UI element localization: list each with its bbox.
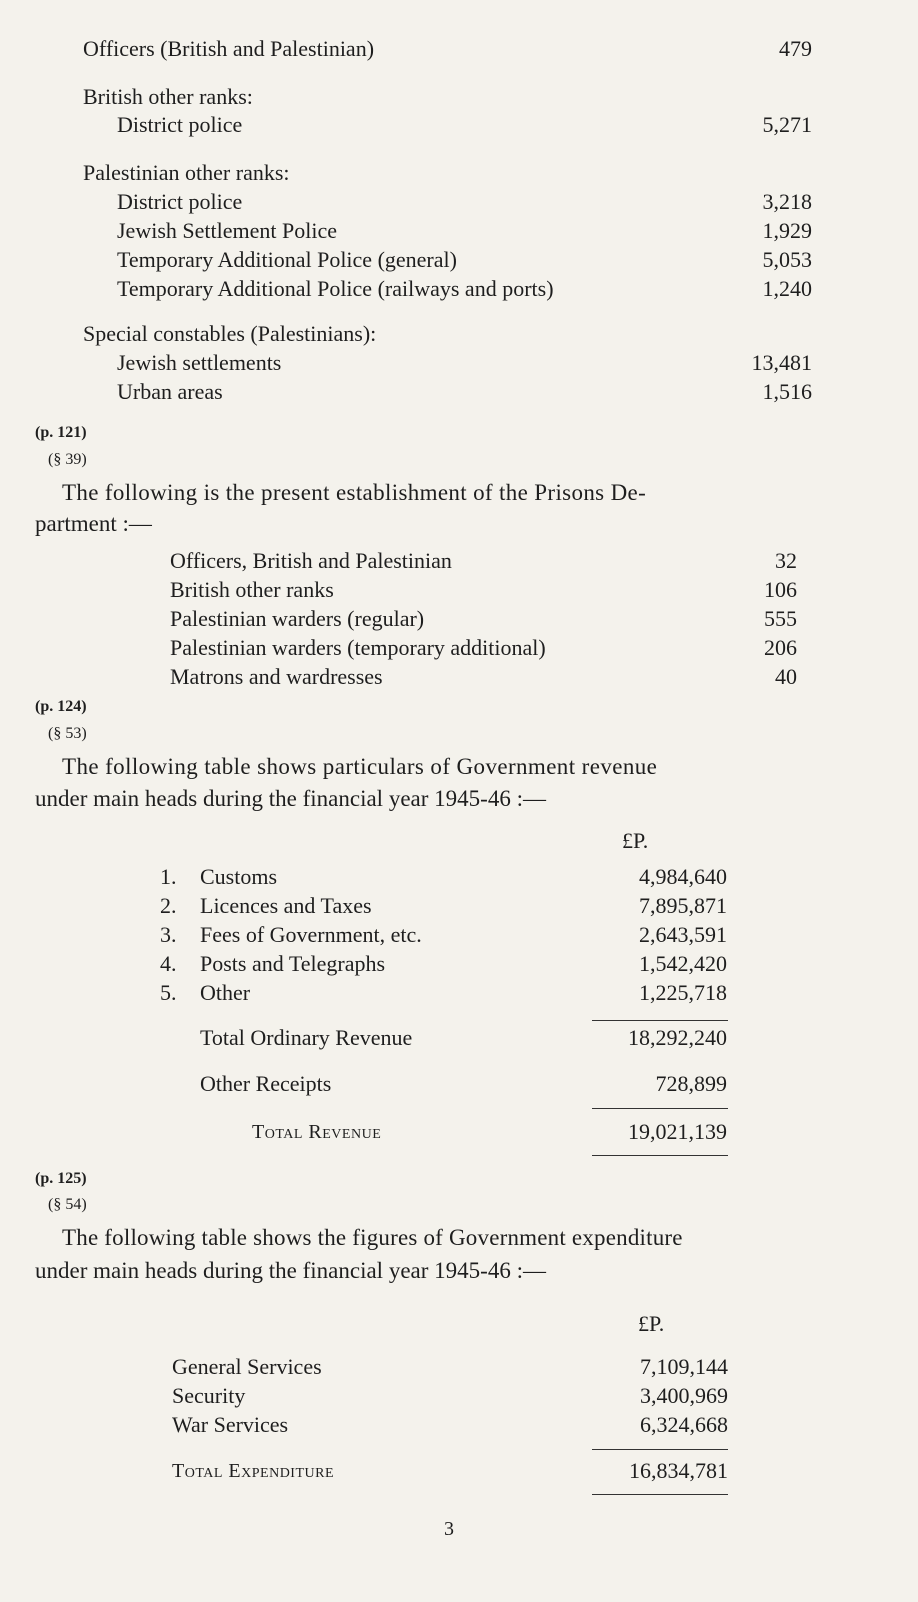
row-label: Fees of Government, etc. xyxy=(200,922,422,947)
other-receipts-value: 728,899 xyxy=(655,1071,727,1096)
row-number: 5. xyxy=(160,980,177,1005)
row-value: 7,109,144 xyxy=(640,1354,728,1379)
currency-header: £P. xyxy=(622,828,649,853)
list-item-value: 40 xyxy=(775,664,797,689)
british-heading: British other ranks: xyxy=(83,84,253,109)
list-item-value: 13,481 xyxy=(751,350,812,375)
page-ref: (p. 121) xyxy=(35,424,87,441)
special-heading: Special constables (Palestinians): xyxy=(83,321,377,346)
page-ref: (p. 124) xyxy=(35,698,87,715)
row-value: 7,895,871 xyxy=(639,893,727,918)
total-expenditure-value: 16,834,781 xyxy=(629,1458,728,1483)
list-item-value: 5,053 xyxy=(762,247,812,272)
list-item-value: 5,271 xyxy=(762,112,812,137)
row-value: 1,225,718 xyxy=(639,980,727,1005)
list-item-label: British other ranks xyxy=(170,577,334,602)
total-rule xyxy=(592,1155,728,1156)
row-number: 1. xyxy=(160,864,177,889)
total-revenue-value: 19,021,139 xyxy=(628,1119,727,1144)
total-expenditure-label: Total Expenditure xyxy=(172,1460,335,1482)
list-item-value: 32 xyxy=(775,548,797,573)
row-number: 2. xyxy=(160,893,177,918)
list-item-label: Palestinian warders (temporary additional) xyxy=(170,635,546,660)
list-item-label: Urban areas xyxy=(117,379,223,404)
list-item-value: 1,240 xyxy=(762,276,812,301)
list-item-label: Temporary Additional Police (general) xyxy=(117,247,457,272)
paragraph-line: The following table shows particulars of Government revenue xyxy=(62,754,658,779)
paragraph-line: under main heads during the financial year 1945-46 :— xyxy=(35,786,546,811)
list-item-label: Matrons and wardresses xyxy=(170,664,383,689)
row-label: Other xyxy=(200,980,251,1005)
palestinian-heading: Palestinian other ranks: xyxy=(83,160,290,185)
officers-value: 479 xyxy=(779,36,812,61)
row-value: 6,324,668 xyxy=(640,1412,728,1437)
total-rule xyxy=(592,1494,728,1495)
section-ref: (§ 39) xyxy=(48,451,87,468)
row-value: 4,984,640 xyxy=(639,864,727,889)
row-number: 3. xyxy=(160,922,177,947)
list-item-label: Palestinian warders (regular) xyxy=(170,606,425,631)
list-item-label: Jewish settlements xyxy=(117,350,282,375)
paragraph-line: under main heads during the financial year 1945-46 :— xyxy=(35,1258,546,1283)
row-label: Customs xyxy=(200,864,278,889)
row-label: Posts and Telegraphs xyxy=(200,951,386,976)
sum-rule xyxy=(592,1449,728,1450)
sum-rule xyxy=(592,1020,728,1021)
other-receipts-label: Other Receipts xyxy=(200,1071,332,1096)
list-item-value: 3,218 xyxy=(762,189,812,214)
paragraph-line: The following is the present establishment of the Prisons De- xyxy=(62,480,647,505)
sum-rule xyxy=(592,1108,728,1109)
list-item-label: District police xyxy=(117,112,243,137)
row-label: Licences and Taxes xyxy=(200,893,372,918)
row-label: Security xyxy=(172,1383,246,1408)
list-item-value: 1,516 xyxy=(762,379,812,404)
total-revenue-label: Total Revenue xyxy=(252,1121,382,1143)
list-item-label: Temporary Additional Police (railways and ports) xyxy=(117,276,554,301)
section-ref: (§ 53) xyxy=(48,725,87,742)
section-ref: (§ 54) xyxy=(48,1196,87,1213)
ordinary-total-label: Total Ordinary Revenue xyxy=(200,1025,413,1050)
page-number: 3 xyxy=(444,1518,454,1540)
row-label: War Services xyxy=(172,1412,289,1437)
list-item-value: 106 xyxy=(764,577,797,602)
list-item-label: Officers, British and Palestinian xyxy=(170,548,452,573)
currency-header: £P. xyxy=(638,1311,665,1336)
page-ref: (p. 125) xyxy=(35,1170,87,1187)
row-value: 1,542,420 xyxy=(639,951,727,976)
list-item-label: District police xyxy=(117,189,243,214)
list-item-value: 555 xyxy=(764,606,797,631)
paragraph-line: The following table shows the figures of Government expenditure xyxy=(62,1225,683,1250)
officers-label: Officers (British and Palestinian) xyxy=(83,36,375,61)
row-label: General Services xyxy=(172,1354,322,1379)
row-value: 3,400,969 xyxy=(640,1383,728,1408)
list-item-value: 206 xyxy=(764,635,797,660)
row-value: 2,643,591 xyxy=(639,922,727,947)
list-item-label: Jewish Settlement Police xyxy=(117,218,337,243)
ordinary-total-value: 18,292,240 xyxy=(628,1025,727,1050)
row-number: 4. xyxy=(160,951,177,976)
list-item-value: 1,929 xyxy=(762,218,812,243)
paragraph-line: partment :— xyxy=(35,511,152,536)
